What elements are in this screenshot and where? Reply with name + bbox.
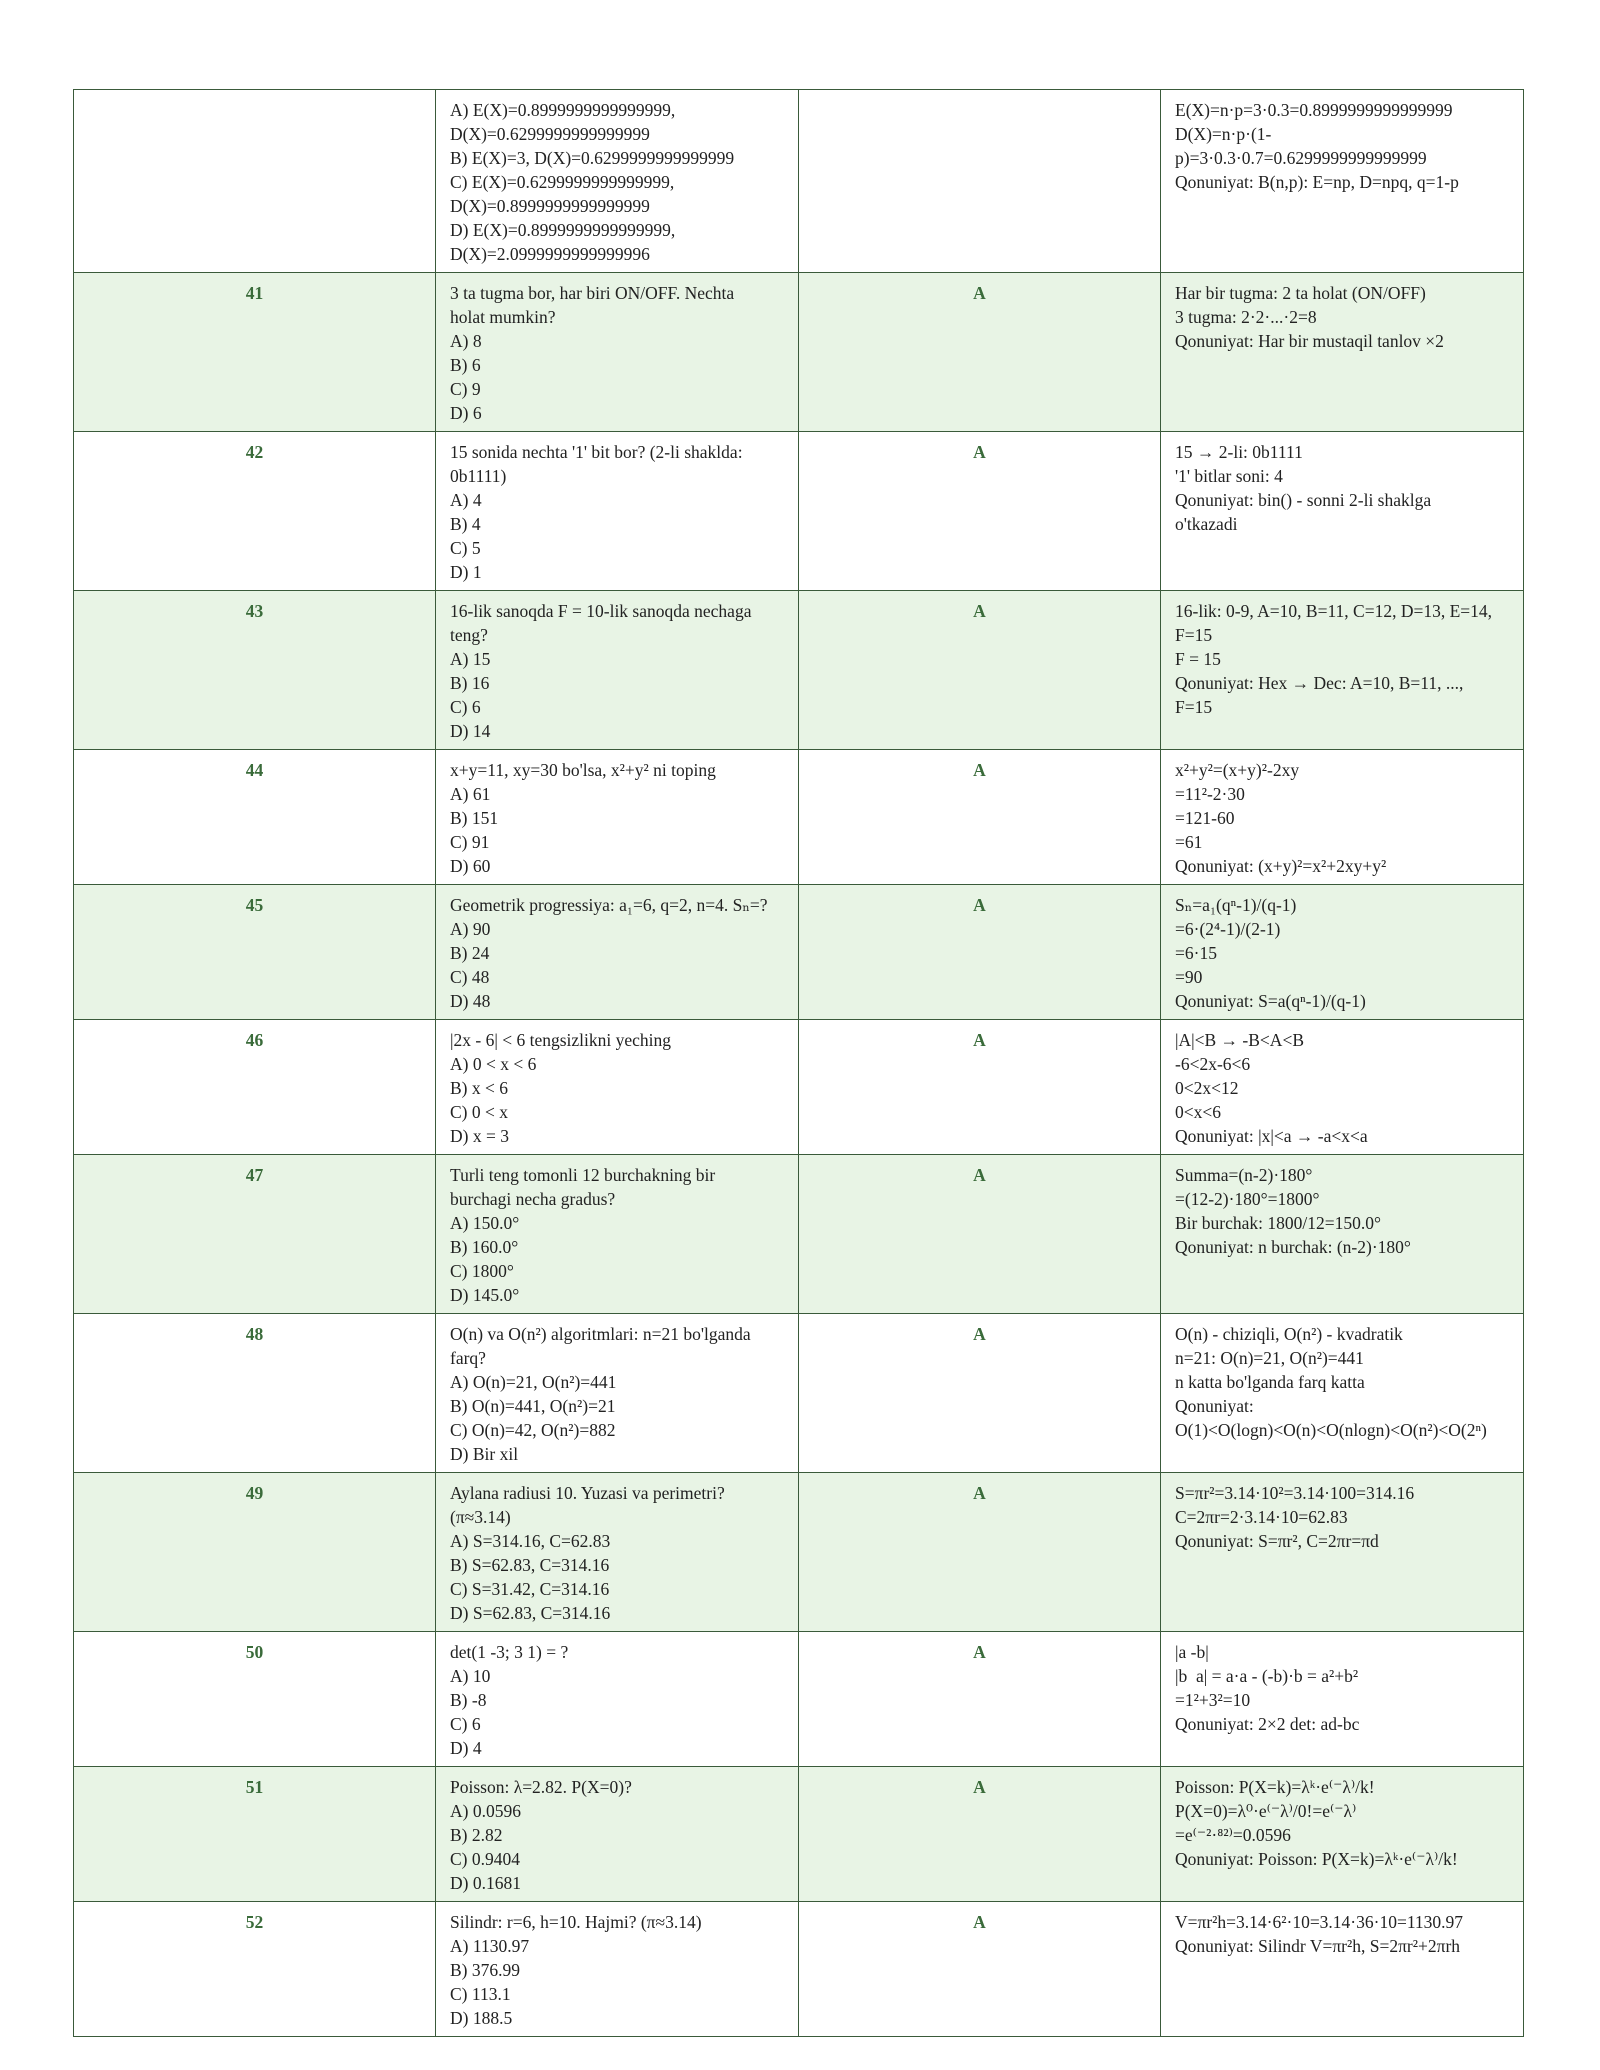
explanation-text	[1161, 432, 1524, 591]
question-number: 44	[74, 750, 436, 885]
questions-table-body	[74, 90, 1524, 2037]
question-line: D) 145.0°	[450, 1285, 520, 1305]
question-line: D) 4	[450, 1738, 482, 1758]
explanation-line: p)=3·0.3·0.7=0.6299999999999999	[1175, 148, 1427, 168]
question-line: A) O(n)=21, O(n²)=441	[450, 1372, 617, 1392]
explanation-line: =e⁽⁻²·⁸²⁾=0.0596	[1175, 1825, 1291, 1845]
explanation-line: Qonuniyat: 2×2 det: ad-bc	[1175, 1714, 1360, 1734]
explanation-text	[1161, 591, 1524, 750]
explanation-line: =6·(2⁴-1)/(2-1)	[1175, 919, 1281, 939]
question-line: A) 90	[450, 919, 491, 939]
question-text	[436, 885, 799, 1020]
question-line: B) 4	[450, 514, 481, 534]
question-line: A) 15	[450, 649, 491, 669]
question-line: A) 8	[450, 331, 482, 351]
explanation-line: 0<x<6	[1175, 1102, 1221, 1122]
table-row	[74, 1767, 1524, 1902]
question-line: Turli teng tomonli 12 burchakning bir	[450, 1165, 716, 1185]
question-line: A) E(X)=0.8999999999999999,	[450, 100, 676, 120]
table-row	[74, 90, 1524, 273]
question-line: A) 1130.97	[450, 1936, 530, 1956]
question-line: C) 0 < x	[450, 1102, 508, 1122]
question-line: D) 60	[450, 856, 491, 876]
correct-answer: A	[799, 273, 1161, 432]
question-line: B) 6	[450, 355, 481, 375]
explanation-line: Qonuniyat: Silindr V=πr²h, S=2πr²+2πrh	[1175, 1936, 1461, 1956]
explanation-line: O(1)<O(logn)<O(n)<O(nlogn)<O(n²)<O(2ⁿ)	[1175, 1420, 1487, 1440]
question-line: D) 48	[450, 991, 491, 1011]
explanation-line: O(n) - chiziqli, O(n²) - kvadratik	[1175, 1324, 1403, 1344]
question-line: B) S=62.83, C=314.16	[450, 1555, 610, 1575]
question-line: D(X)=2.0999999999999996	[450, 244, 650, 264]
question-line: Poisson: λ=2.82. P(X=0)?	[450, 1777, 632, 1797]
explanation-line: Qonuniyat: S=a(qⁿ-1)/(q-1)	[1175, 991, 1366, 1011]
explanation-line: Qonuniyat: (x+y)²=x²+2xy+y²	[1175, 856, 1387, 876]
explanation-line: |b a| = a·a - (-b)·b = a²+b²	[1175, 1666, 1359, 1686]
correct-answer: A	[799, 1632, 1161, 1767]
question-line: O(n) va O(n²) algoritmlari: n=21 bo'lganda	[450, 1324, 751, 1344]
question-number: 41	[74, 273, 436, 432]
question-line: |2x - 6| < 6 tengsizlikni yeching	[450, 1030, 672, 1050]
question-line: burchagi necha gradus?	[450, 1189, 616, 1209]
question-line: Silindr: r=6, h=10. Hajmi? (π≈3.14)	[450, 1912, 702, 1932]
question-line: A) 10	[450, 1666, 491, 1686]
question-line: B) 2.82	[450, 1825, 503, 1845]
explanation-line: Qonuniyat: |x|<a → -a<x<a	[1175, 1126, 1368, 1146]
explanation-text	[1161, 1473, 1524, 1632]
question-line: A) 150.0°	[450, 1213, 520, 1233]
question-text	[436, 591, 799, 750]
question-line: D) 6	[450, 403, 482, 423]
explanation-line: -6<2x-6<6	[1175, 1054, 1251, 1074]
question-line: Aylana radiusi 10. Yuzasi va perimetri?	[450, 1483, 725, 1503]
question-line: 3 ta tugma bor, har biri ON/OFF. Nechta	[450, 283, 735, 303]
question-number: 52	[74, 1902, 436, 2037]
explanation-text	[1161, 90, 1524, 273]
question-number	[74, 90, 436, 273]
question-line: D) Bir xil	[450, 1444, 519, 1464]
question-line: 16-lik sanoqda F = 10-lik sanoqda nechaga	[450, 601, 752, 621]
question-line: C) 48	[450, 967, 490, 987]
question-text	[436, 1902, 799, 2037]
explanation-text	[1161, 1020, 1524, 1155]
question-line: C) 0.9404	[450, 1849, 520, 1869]
question-text	[436, 750, 799, 885]
question-line: x+y=11, xy=30 bo'lsa, x²+y² ni toping	[450, 760, 716, 780]
question-line: B) 151	[450, 808, 499, 828]
question-number: 48	[74, 1314, 436, 1473]
explanation-line: x²+y²=(x+y)²-2xy	[1175, 760, 1300, 780]
explanation-line: F = 15	[1175, 649, 1221, 669]
explanation-line: Summa=(n-2)·180°	[1175, 1165, 1313, 1185]
question-line: C) 1800°	[450, 1261, 514, 1281]
explanation-line: P(X=0)=λ⁰·e⁽⁻λ⁾/0!=e⁽⁻λ⁾	[1175, 1801, 1357, 1821]
explanation-line: =11²-2·30	[1175, 784, 1245, 804]
table-row	[74, 1314, 1524, 1473]
explanation-line: F=15	[1175, 625, 1213, 645]
explanation-line: =90	[1175, 967, 1203, 987]
question-line: D) 188.5	[450, 2008, 513, 2028]
explanation-line: S=πr²=3.14·10²=3.14·100=314.16	[1175, 1483, 1415, 1503]
explanation-line: Qonuniyat: Poisson: P(X=k)=λᵏ·e⁽⁻λ⁾/k!	[1175, 1849, 1458, 1869]
question-line: C) 9	[450, 379, 481, 399]
question-line: C) E(X)=0.6299999999999999,	[450, 172, 675, 192]
question-line: B) 16	[450, 673, 490, 693]
explanation-line: E(X)=n·p=3·0.3=0.8999999999999999	[1175, 100, 1453, 120]
question-line: C) 113.1	[450, 1984, 511, 2004]
question-number: 49	[74, 1473, 436, 1632]
question-line: B) -8	[450, 1690, 487, 1710]
question-number: 46	[74, 1020, 436, 1155]
question-line: D) x = 3	[450, 1126, 509, 1146]
explanation-line: Qonuniyat: B(n,p): E=np, D=npq, q=1-p	[1175, 172, 1459, 192]
explanation-line: =6·15	[1175, 943, 1217, 963]
question-line: A) S=314.16, C=62.83	[450, 1531, 611, 1551]
question-line: D(X)=0.8999999999999999	[450, 196, 650, 216]
question-number: 45	[74, 885, 436, 1020]
question-line: C) 6	[450, 1714, 481, 1734]
question-line: farq?	[450, 1348, 486, 1368]
question-line: A) 4	[450, 490, 482, 510]
correct-answer: A	[799, 591, 1161, 750]
explanation-line: Har bir tugma: 2 ta holat (ON/OFF)	[1175, 283, 1426, 303]
question-line: A) 0.0596	[450, 1801, 521, 1821]
question-number: 43	[74, 591, 436, 750]
explanation-line: 15 → 2-li: 0b1111	[1175, 442, 1303, 462]
explanation-line: n katta bo'lganda farq katta	[1175, 1372, 1365, 1392]
question-line: D) 14	[450, 721, 491, 741]
question-line: B) 376.99	[450, 1960, 520, 1980]
table-row	[74, 591, 1524, 750]
question-line: B) 24	[450, 943, 490, 963]
explanation-line: F=15	[1175, 697, 1213, 717]
explanation-line: Qonuniyat: S=πr², C=2πr=πd	[1175, 1531, 1379, 1551]
question-line: C) 5	[450, 538, 481, 558]
question-line: B) x < 6	[450, 1078, 508, 1098]
question-line: 15 sonida nechta '1' bit bor? (2-li shaklda:	[450, 442, 743, 462]
explanation-line: |a -b|	[1175, 1642, 1209, 1662]
explanation-line: 0<2x<12	[1175, 1078, 1239, 1098]
question-line: B) O(n)=441, O(n²)=21	[450, 1396, 616, 1416]
table-row	[74, 273, 1524, 432]
explanation-line: '1' bitlar soni: 4	[1175, 466, 1283, 486]
table-row	[74, 1632, 1524, 1767]
question-number: 50	[74, 1632, 436, 1767]
question-text	[436, 1473, 799, 1632]
explanation-line: =61	[1175, 832, 1203, 852]
question-text	[436, 1632, 799, 1767]
question-number: 42	[74, 432, 436, 591]
explanation-text	[1161, 1314, 1524, 1473]
explanation-text	[1161, 885, 1524, 1020]
correct-answer: A	[799, 1155, 1161, 1314]
table-row	[74, 750, 1524, 885]
question-text	[436, 1767, 799, 1902]
table-row	[74, 1155, 1524, 1314]
question-text	[436, 90, 799, 273]
question-line: A) 61	[450, 784, 491, 804]
explanation-line: V=πr²h=3.14·6²·10=3.14·36·10=1130.97	[1175, 1912, 1464, 1932]
question-number: 51	[74, 1767, 436, 1902]
question-line: C) 91	[450, 832, 490, 852]
explanation-text	[1161, 750, 1524, 885]
table-row	[74, 885, 1524, 1020]
question-line: C) 6	[450, 697, 481, 717]
question-line: Geometrik progressiya: a₁=6, q=2, n=4. Sₙ=?	[450, 895, 768, 915]
question-line: C) S=31.42, C=314.16	[450, 1579, 610, 1599]
question-line: holat mumkin?	[450, 307, 556, 327]
explanation-line: n=21: O(n)=21, O(n²)=441	[1175, 1348, 1364, 1368]
explanation-line: |A|<B → -B<A<B	[1175, 1030, 1304, 1050]
correct-answer	[799, 90, 1161, 273]
question-text	[436, 432, 799, 591]
explanation-line: o'tkazadi	[1175, 514, 1238, 534]
explanation-line: 3 tugma: 2·2·...·2=8	[1175, 307, 1317, 327]
explanation-line: =121-60	[1175, 808, 1235, 828]
correct-answer: A	[799, 1473, 1161, 1632]
explanation-line: 16-lik: 0-9, A=10, B=11, C=12, D=13, E=14,	[1175, 601, 1493, 621]
question-text	[436, 1314, 799, 1473]
explanation-text	[1161, 273, 1524, 432]
table-row	[74, 432, 1524, 591]
table-row	[74, 1020, 1524, 1155]
explanation-line: Qonuniyat: bin() - sonni 2-li shaklga	[1175, 490, 1432, 510]
correct-answer: A	[799, 432, 1161, 591]
explanation-line: Qonuniyat:	[1175, 1396, 1254, 1416]
question-line: det(1 -3; 3 1) = ?	[450, 1642, 569, 1662]
explanation-text	[1161, 1767, 1524, 1902]
explanation-line: D(X)=n·p·(1-	[1175, 124, 1272, 144]
question-line: teng?	[450, 625, 488, 645]
explanation-line: Sₙ=a₁(qⁿ-1)/(q-1)	[1175, 895, 1297, 915]
question-line: D) E(X)=0.8999999999999999,	[450, 220, 676, 240]
explanation-line: Qonuniyat: Har bir mustaqil tanlov ×2	[1175, 331, 1444, 351]
correct-answer: A	[799, 1902, 1161, 2037]
question-line: B) 160.0°	[450, 1237, 519, 1257]
explanation-line: Qonuniyat: n burchak: (n-2)·180°	[1175, 1237, 1411, 1257]
explanation-line: =(12-2)·180°=1800°	[1175, 1189, 1320, 1209]
table-row	[74, 1902, 1524, 2037]
question-text	[436, 1020, 799, 1155]
correct-answer: A	[799, 1020, 1161, 1155]
explanation-line: C=2πr=2·3.14·10=62.83	[1175, 1507, 1348, 1527]
correct-answer: A	[799, 885, 1161, 1020]
question-line: D) 0.1681	[450, 1873, 521, 1893]
question-line: D) S=62.83, C=314.16	[450, 1603, 611, 1623]
explanation-line: Qonuniyat: Hex → Dec: A=10, B=11, ...,	[1175, 673, 1464, 693]
correct-answer: A	[799, 1314, 1161, 1473]
correct-answer: A	[799, 1767, 1161, 1902]
correct-answer: A	[799, 750, 1161, 885]
question-line: A) 0 < x < 6	[450, 1054, 537, 1074]
explanation-text	[1161, 1155, 1524, 1314]
table-row	[74, 1473, 1524, 1632]
question-line: 0b1111)	[450, 466, 507, 486]
questions-table	[73, 89, 1524, 2037]
explanation-text	[1161, 1632, 1524, 1767]
question-line: D(X)=0.6299999999999999	[450, 124, 650, 144]
question-number: 47	[74, 1155, 436, 1314]
explanation-text	[1161, 1902, 1524, 2037]
question-line: D) 1	[450, 562, 482, 582]
question-line: (π≈3.14)	[450, 1507, 511, 1527]
question-line: B) E(X)=3, D(X)=0.6299999999999999	[450, 148, 735, 168]
question-text	[436, 1155, 799, 1314]
question-line: C) O(n)=42, O(n²)=882	[450, 1420, 616, 1440]
question-text	[436, 273, 799, 432]
explanation-line: =1²+3²=10	[1175, 1690, 1251, 1710]
explanation-line: Bir burchak: 1800/12=150.0°	[1175, 1213, 1381, 1233]
explanation-line: Poisson: P(X=k)=λᵏ·e⁽⁻λ⁾/k!	[1175, 1777, 1375, 1797]
